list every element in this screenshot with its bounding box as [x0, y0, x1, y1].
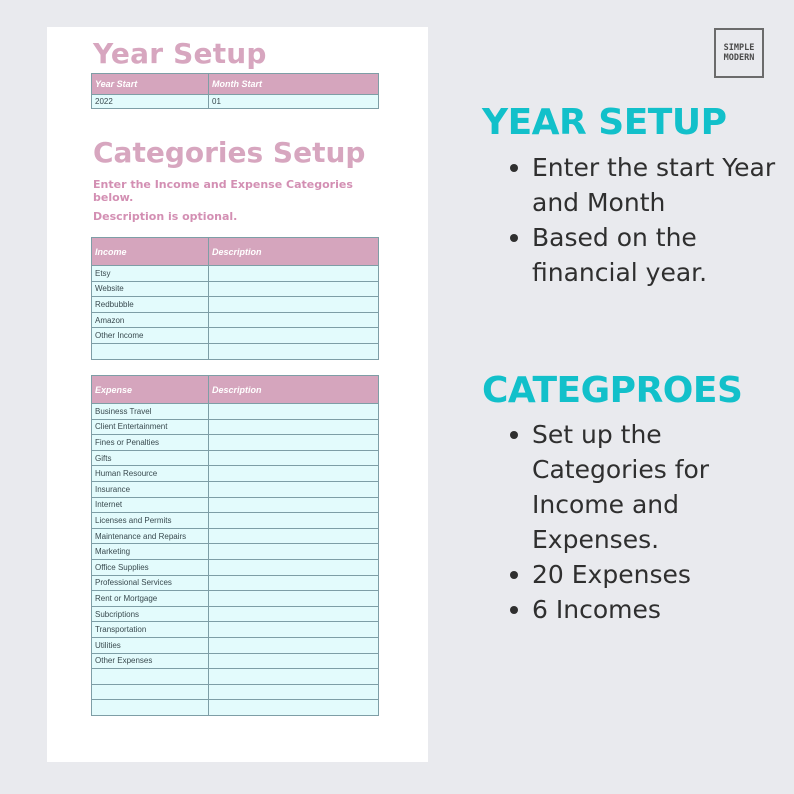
description-cell[interactable]: [209, 497, 379, 513]
expense-row: [92, 404, 379, 420]
income-row: [92, 266, 379, 282]
description-cell[interactable]: [209, 297, 379, 313]
categories-heading: CATEGPROES: [482, 370, 743, 411]
income-row: [92, 281, 379, 297]
description-cell[interactable]: [209, 312, 379, 328]
expense-row: [92, 513, 379, 529]
year-start-value[interactable]: 2022: [92, 95, 209, 109]
bullet-item: Set up the Categories for Income and Expenses.: [506, 417, 776, 557]
categories-setup-title: Categories Setup: [93, 136, 366, 169]
description-cell[interactable]: [209, 700, 379, 716]
expense-row: [92, 700, 379, 716]
year-setup-title: Year Setup: [93, 37, 267, 70]
bullet-item: 20 Expenses: [506, 557, 776, 592]
expense-row: [92, 653, 379, 669]
category-cell[interactable]: Website: [92, 281, 209, 297]
description-cell[interactable]: [209, 544, 379, 560]
description-cell[interactable]: [209, 606, 379, 622]
category-cell[interactable]: Utilities: [92, 637, 209, 653]
expense-table: [91, 375, 379, 716]
income-table: [91, 237, 379, 360]
category-cell[interactable]: Client Entertainment: [92, 419, 209, 435]
instructions-text: Enter the Income and Expense Categories below.: [93, 178, 353, 204]
description-cell[interactable]: [209, 637, 379, 653]
description-cell[interactable]: [209, 653, 379, 669]
expense-row: [92, 466, 379, 482]
description-cell[interactable]: [209, 591, 379, 607]
expense-row: [92, 544, 379, 560]
expense-header: Expense: [92, 376, 209, 404]
category-cell[interactable]: Marketing: [92, 544, 209, 560]
income-description-header: Description: [209, 238, 379, 266]
expense-row: [92, 559, 379, 575]
category-cell[interactable]: Office Supplies: [92, 559, 209, 575]
category-cell[interactable]: Business Travel: [92, 404, 209, 420]
expense-row: [92, 528, 379, 544]
income-row: [92, 312, 379, 328]
description-cell[interactable]: [209, 684, 379, 700]
year-start-header: Year Start: [92, 74, 209, 95]
category-cell[interactable]: [92, 669, 209, 685]
income-row: [92, 328, 379, 344]
description-cell[interactable]: [209, 559, 379, 575]
category-cell[interactable]: Transportation: [92, 622, 209, 638]
logo-line-2: MODERN: [723, 53, 755, 63]
expense-row: [92, 575, 379, 591]
bullet-item: Based on the financial year.: [506, 220, 776, 290]
month-start-header: Month Start: [209, 74, 379, 95]
category-cell[interactable]: Professional Services: [92, 575, 209, 591]
expense-row: [92, 591, 379, 607]
category-cell[interactable]: Amazon: [92, 312, 209, 328]
description-cell[interactable]: [209, 528, 379, 544]
expense-row: [92, 669, 379, 685]
description-cell[interactable]: [209, 513, 379, 529]
expense-row: [92, 481, 379, 497]
description-cell[interactable]: [209, 435, 379, 451]
income-row: [92, 297, 379, 313]
category-cell[interactable]: Etsy: [92, 266, 209, 282]
description-cell[interactable]: [209, 481, 379, 497]
expense-row: [92, 497, 379, 513]
category-cell[interactable]: Other Expenses: [92, 653, 209, 669]
expense-row: [92, 637, 379, 653]
description-cell[interactable]: [209, 328, 379, 344]
description-cell[interactable]: [209, 419, 379, 435]
description-cell[interactable]: [209, 281, 379, 297]
expense-row: [92, 419, 379, 435]
description-cell[interactable]: [209, 669, 379, 685]
logo-line-1: SIMPLE: [723, 43, 755, 53]
planner-page: [47, 27, 428, 762]
income-header: Income: [92, 238, 209, 266]
category-cell[interactable]: Rent or Mortgage: [92, 591, 209, 607]
description-cell[interactable]: [209, 343, 379, 359]
expense-row: [92, 450, 379, 466]
category-cell[interactable]: [92, 343, 209, 359]
year-setup-table: [91, 73, 379, 109]
category-cell[interactable]: [92, 684, 209, 700]
expense-row: [92, 606, 379, 622]
bullet-item: Enter the start Year and Month: [506, 150, 776, 220]
category-cell[interactable]: Fines or Penalties: [92, 435, 209, 451]
category-cell[interactable]: Gifts: [92, 450, 209, 466]
description-cell[interactable]: [209, 450, 379, 466]
simple-modern-logo: [714, 28, 764, 78]
expense-row: [92, 622, 379, 638]
category-cell[interactable]: Internet: [92, 497, 209, 513]
description-cell[interactable]: [209, 575, 379, 591]
expense-description-header: Description: [209, 376, 379, 404]
description-cell[interactable]: [209, 404, 379, 420]
bullet-item: 6 Incomes: [506, 592, 776, 627]
description-note: Description is optional.: [93, 210, 238, 223]
description-cell[interactable]: [209, 466, 379, 482]
income-row: [92, 343, 379, 359]
category-cell[interactable]: Subcriptions: [92, 606, 209, 622]
description-cell[interactable]: [209, 266, 379, 282]
category-cell[interactable]: Redbubble: [92, 297, 209, 313]
category-cell[interactable]: Insurance: [92, 481, 209, 497]
year-setup-heading: YEAR SETUP: [482, 102, 727, 143]
month-start-value[interactable]: 01: [209, 95, 379, 109]
category-cell[interactable]: Other Income: [92, 328, 209, 344]
description-cell[interactable]: [209, 622, 379, 638]
year-setup-bullets: [506, 150, 776, 290]
category-cell[interactable]: [92, 700, 209, 716]
categories-bullets: [506, 417, 776, 627]
category-cell[interactable]: Maintenance and Repairs: [92, 528, 209, 544]
expense-row: [92, 435, 379, 451]
category-cell[interactable]: Licenses and Permits: [92, 513, 209, 529]
expense-row: [92, 684, 379, 700]
category-cell[interactable]: Human Resource: [92, 466, 209, 482]
